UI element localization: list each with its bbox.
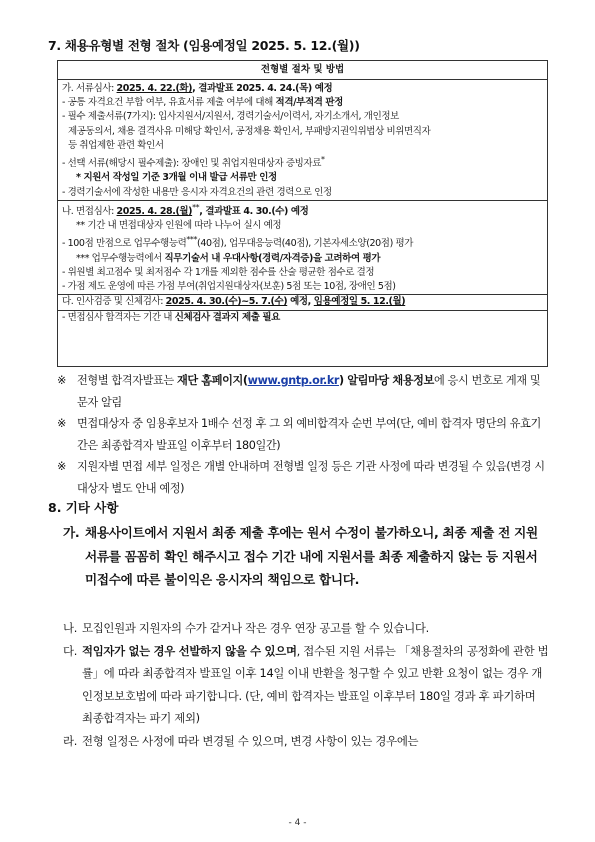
ga-line1-bold: 적격/부적격 판정 xyxy=(275,97,343,109)
na-line2b: (40점), 업무대응능력(40점), 기본자세소양(20점) 평가 xyxy=(197,238,414,250)
note-text: 지원자별 면접 세부 일정은 개별 안내하며 전형별 일정 등은 기관 사정에 따라 변경될 수 있음(변경 시 대상자 별도 안내 예정) xyxy=(77,460,545,495)
na-line2-sup: *** xyxy=(186,235,198,245)
section-8-item-na xyxy=(63,617,549,640)
ga-line7: - 경력기술서에 작성한 내용만 응시자 자격요건의 관련 경력으로 인정 xyxy=(62,186,332,198)
ga-line4: 등 취업제한 관련 확인서 xyxy=(68,139,164,151)
note-text: 전형별 합격자발표는 xyxy=(77,374,177,387)
verification-note-group xyxy=(58,311,547,325)
note-mark: ※ xyxy=(57,374,66,387)
item-text: 채용사이트에서 지원서 최종 제출 후에는 원서 수정이 불가하오니, 최종 제출 전 지원 서류를 꼼꼼히 확인 해주시고 접수 기간 내에 지원서를 최종 제출하지 않는 등 지원서 미접수에 따른 불이익은 응시자의 책임으로 합니다. xyxy=(85,525,538,587)
ga-line5: - 선택 서류(해당시 필수제출): 장애인 및 취업지원대상자 증빙자료 xyxy=(62,158,321,170)
document-screening-group xyxy=(58,82,547,201)
na-line4: - 위원별 최고점수 및 최저점수 각 1개를 제외한 점수를 산술 평균한 점수로 결정 xyxy=(62,266,375,278)
item-mark: 다. xyxy=(63,643,78,658)
item-mark: 가. xyxy=(63,525,80,540)
note-bold: 재단 홈페이지( xyxy=(176,374,248,387)
da-mid: 예정, xyxy=(287,296,314,308)
note-mark: ※ xyxy=(57,460,66,473)
note-item xyxy=(57,370,547,413)
na-prefix: 나. 면접심사: xyxy=(62,205,117,217)
item-text: , 접수된 지원 서류는 「채용절차의 공정화에 관한 법률」에 따라 최종합격자 발표일 이후 14일 이내 반환을 청구할 수 있고 반환 요청이 없는 경우 개인정보보호법에 따라 파기합니다. (단, 예비 합격자는 발표일 이후부터 180일 경과 후 파기하며 최종합격자는 파기 제외) xyxy=(82,643,549,726)
na-line2: - 100점 만점으로 업무수행능력 xyxy=(62,238,187,250)
item-mark: 라. xyxy=(63,733,78,748)
note-mark: ※ xyxy=(57,417,66,430)
na-line1: ** 기간 내 면접대상자 인원에 따라 나누어 실시 예정 xyxy=(76,220,282,232)
section-8-title: 8. 기타 사항 xyxy=(48,500,119,515)
homepage-link[interactable]: www.gntp.or.kr xyxy=(247,374,339,387)
section-8-item-da xyxy=(63,640,549,730)
ga-line5-sup: * xyxy=(320,155,325,165)
na-sup: ** xyxy=(192,202,200,212)
verification-group xyxy=(58,295,547,310)
table-header: 전형별 절차 및 방법 xyxy=(58,61,547,80)
section-8-item-ra xyxy=(63,730,549,753)
note-item xyxy=(57,413,547,456)
ga-line2: - 필수 제출서류(7가지): 입사지원서/지원서, 경력기술서/이력서, 자기소개서, 개인정보 xyxy=(62,111,399,123)
notes xyxy=(57,370,547,499)
ga-result: , 결과발표 2025. 4. 24.(목) 예정 xyxy=(192,83,333,94)
na-result: , 결과발표 4. 30.(수) 예정 xyxy=(199,205,309,217)
note-text-2: 에 응시 번호로 게재 및 문자 알림 xyxy=(77,374,541,409)
item-bold: 적임자가 없는 경우 선발하지 않을 수 있으며 xyxy=(82,643,297,658)
ga-line6: * 지원서 작성일 기준 3개월 이내 발급 서류만 인정 xyxy=(76,172,277,184)
da-prefix: 다. 인사검증 및 신체검사: xyxy=(62,296,166,308)
item-text: 모집인원과 지원자의 수가 같거나 작은 경우 연장 공고를 할 수 있습니다. xyxy=(82,621,429,635)
item-text: 전형 일정은 사정에 따라 변경될 수 있으며, 변경 사항이 있는 경우에는 xyxy=(82,733,419,748)
section-7-title: 7. 채용유형별 전형 절차 (임용예정일 2025. 5. 12.(월)) xyxy=(48,38,360,53)
section-8-item-ga xyxy=(63,521,545,592)
ga-prefix: 가. 서류심사: xyxy=(62,83,117,94)
da-appoint: 임용예정일 5. 12.(월) xyxy=(313,296,406,308)
da-line1-bold: 신체검사 결과지 제출 필요 xyxy=(174,311,280,323)
section-8-items xyxy=(63,617,549,753)
procedure-table xyxy=(57,60,548,367)
page-number: - 4 - xyxy=(288,818,307,828)
na-line5: - 가점 제도 운영에 따른 가점 부여(취업지원대상자(보훈) 5점 또는 10점, 장애인 5점) xyxy=(62,281,396,293)
note-item xyxy=(57,456,547,499)
note-bold-2: ) 알림마당 채용정보 xyxy=(338,374,434,387)
ga-date: 2025. 4. 22.(화) xyxy=(116,83,193,94)
na-line3: *** 업무수행능력에서 xyxy=(76,252,165,264)
da-date: 2025. 4. 30.(수)~5. 7.(수) xyxy=(165,296,288,308)
na-line3-bold: 직무기술서 내 우대사항(경력/자격증)을 고려하여 평가 xyxy=(164,252,381,264)
note-text: 면접대상자 중 임용후보자 1배수 선정 후 그 외 예비합격자 순번 부여(단, 예비 합격자 명단의 유효기간은 최종합격자 발표일 이후부터 180일간) xyxy=(77,417,541,452)
item-mark: 나. xyxy=(63,621,78,635)
na-date: 2025. 4. 28.(월) xyxy=(116,205,193,217)
ga-line1: - 공통 자격요건 부합 여부, 유효서류 제출 여부에 대해 xyxy=(62,97,276,109)
interview-group xyxy=(58,201,547,296)
ga-line3: 제공동의서, 채용 결격사유 미해당 확인서, 공정채용 확인서, 부패방지권익위법상 비위면직자 xyxy=(68,125,431,137)
da-line1: - 면접심사 합격자는 기간 내 xyxy=(62,311,175,323)
